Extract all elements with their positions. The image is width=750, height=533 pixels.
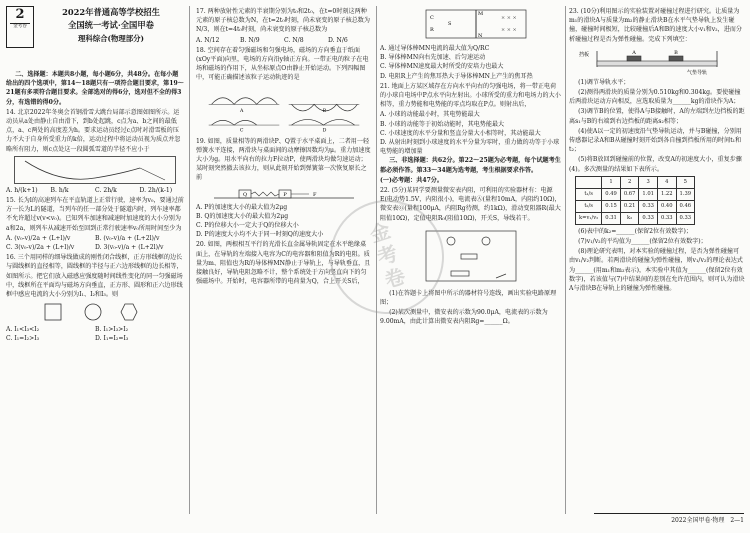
option-d-label: D	[322, 128, 327, 134]
paper-number: 2	[15, 7, 25, 22]
question-15	[6, 196, 184, 252]
paper-tag	[6, 6, 34, 48]
title-line-1: 2022年普通高等学校招生	[62, 7, 160, 17]
option-c: C. 导体棒MN速度最大时所受的安培力也最大	[380, 63, 504, 71]
sub-5: (5)将B放回到碰撞前的位置，改变A的初速度大小，重复步骤(4)。多次测量的结果如下表所示。	[569, 156, 742, 173]
question-18	[196, 46, 372, 135]
column-1	[6, 6, 184, 344]
section-3-instructions: 三、非选择题：共62分。第22～25题为必考题，每个试题考生都必须作答。第33～34题为选考题，考生根据要求作答。	[380, 157, 561, 174]
option-b: B. 小球的动能等于初始动能时，其电势能最大	[380, 120, 505, 128]
question-text: 21. 地面上方某区域存在方向水平向右的匀强电场，将一带正电荷的小球自电场中P点水平向左射出。小球所受的重力和电场力的大小相等，重力势能和电势能的零点均取在P点。则射出后，	[380, 82, 561, 109]
block-q-label: Q	[242, 191, 248, 198]
table-row	[576, 200, 695, 212]
rod-m-label: M	[478, 11, 484, 17]
exam-titles	[38, 6, 184, 45]
question-23	[569, 7, 745, 293]
option-d: D. N/6	[328, 36, 348, 44]
ski-jump-figure	[14, 156, 176, 184]
table-cell: 1	[602, 176, 621, 188]
block-p-label: P	[283, 191, 287, 198]
option-b-label: B	[322, 108, 327, 114]
required-heading: (一)必考题：共47分。	[380, 176, 443, 184]
rail-circuit-figure	[400, 6, 542, 42]
capacitor-label: C	[430, 15, 434, 21]
option-b: B. I₁>I₃>I₂	[95, 326, 129, 334]
baffle-label: 挡板	[579, 51, 590, 58]
question-17	[196, 7, 372, 45]
option-d: D. P的速度大小均不大于同一时刻Q的速度大小	[196, 231, 324, 239]
option-b: B. (v₀-v)/a + (L+2l)/v	[95, 234, 160, 242]
question-text: 23. (10分)利用图示的实验装置对碰撞过程进行研究。让质量为m₁的滑块A与质量为m₂的静止滑块B在水平气垫导轨上发生碰撞，碰撞时间极短，比较碰撞后A和B的速度大小v₁和v₂，进而分析碰撞过程是否为弹性碰撞。完成下列填空：	[569, 8, 742, 43]
option-c: C. P的位移大小一定大于Q的位移大小	[196, 222, 299, 230]
paper-tag-sub: 金考卷	[10, 23, 30, 30]
table-row	[576, 176, 695, 188]
option-a: A. 小球的动能最小时，其电势能最大	[380, 111, 480, 119]
question-text: 14. 北京2022年冬奥会首钢滑雪大跳台局部示意图如图所示。运动员从a处由静止自由滑下，到b处起跳，c点为a、b之间的最低点，a、c两处的高度差为h。要求运动员经过c点时对滑雪板的压力不大于自身所受重力的k倍，运动过程中将运动员视为质点并忽略所有阻力，则c点处这一段圆弧雪道的半径不应小于	[6, 108, 181, 153]
options-17	[196, 36, 372, 45]
option-a: A. h/(k+1)	[6, 186, 38, 194]
options-20	[380, 44, 562, 81]
question-text: 18. 空间存在着匀强磁场和匀强电场，磁场的方向垂直于纸面(xOy平面)向里，电场的方向沿y轴正方向。一带正电的粒子在电场和磁场的作用下，从坐标原点O由静止开始运动。下列四幅图中，可能正确描述该粒子运动轨迹的是	[196, 46, 369, 82]
column-4	[569, 6, 745, 294]
option-d: D. 电阻R上产生的焦耳热大于导体棒MN上产生的焦耳热	[380, 72, 533, 80]
options-16	[6, 325, 184, 343]
block-a-label: A	[632, 49, 636, 56]
results-table	[575, 176, 695, 225]
option-a: A. I₁<I₃<I₂	[6, 326, 40, 334]
table-cell: t₁/s	[576, 188, 602, 200]
table-cell	[576, 176, 602, 188]
air-track-diagram	[577, 47, 737, 75]
question-text: 17. 两种放射性元素的半衰期分别为t₀和2t₀，在t=0时刻这两种元素的原子核总数为N，在t=2t₀时刻，尚未衰变的原子核总数为N/3，则在t=4t₀时刻，尚未衰变的原子核总数为	[196, 8, 370, 34]
table-cell: t₂/s	[576, 200, 602, 212]
trajectory-figures	[204, 85, 364, 135]
column-divider	[565, 6, 566, 514]
option-a: A. P的加速度大小的最大值为2μg	[196, 203, 288, 211]
options-15	[6, 234, 184, 252]
table-cell: 1.01	[639, 188, 658, 200]
option-a: A. (v₀-v)/2a + (L+l)/v	[6, 234, 71, 242]
ski-jump-diagram	[20, 158, 170, 182]
sub-2: (2)测得两滑块的质量分别为0.510kg和0.304kg。要使碰撞后两滑块运动方向相反，应选取质量为______kg的滑块作为A；	[569, 89, 741, 106]
section-2-instructions: 二、选择题：本题共8小题，每小题6分，共48分。在每小题给出的四个选项中，第14～18题只有一项符合题目要求，第19～21题有多项符合题目要求。全部选对的得6分，选对但不全的得3分，有选错的得0分。	[6, 71, 184, 106]
table-cell: 0.67	[620, 188, 639, 200]
rod-n-label: N	[478, 33, 483, 39]
question-text: 16. 三个用同样的细导线做成的刚性闭合线框，正方形线框的边长与圆线框的直径相等，圆线框的半径与正六边形线框的边长相等，如图所示。把它们放入磁感应强度随时间线性变化的同一匀强磁场中，线框所在平面均与磁场方向垂直，正方形、圆形和正六边形线框中感应电流的大小分别为I₁、I₂和I₃。则	[6, 254, 183, 299]
sub-4: (4)使A以一定的初速度沿气垫导轨运动，并与B碰撞，分别用传感器记录A和B从碰撞时刻开始到各自撞到挡板所用的时间t₁和t₂；	[569, 127, 742, 154]
air-track-figure	[577, 46, 737, 76]
table-cell: 0.15	[602, 200, 621, 212]
svg-text:× × ×: × × ×	[501, 27, 517, 33]
table-cell: 0.31	[602, 212, 621, 224]
table-cell: k=v₁/v₂	[576, 212, 602, 224]
option-c: C. I₁=I₂>I₃	[6, 335, 40, 343]
table-cell: 0.33	[676, 212, 695, 224]
question-text: 22. (5分)某同学要测量微安表内阻，可利用的实验器材有：电源E(电动势1.5V，内阻很小)，电流表Ⓐ(量程10mA，内阻约10Ω)，微安表Ⓖ(量程100μA，内阻Rg待测，约1kΩ)，滑动变阻器R(最大阻值10Ω)，定值电阻R₀(阻值10Ω)，开关S，导线若干。	[380, 187, 561, 222]
exam-header	[6, 6, 184, 70]
table-row	[576, 188, 695, 200]
sub-3: (3)调节B的位置，使得A与B接触时，A的左端到左边挡板的距离s₁与B的右端到右边挡板的距离s₂相等；	[569, 108, 745, 125]
option-b: B. 导体棒MN向右先加速、后匀速运动	[380, 54, 486, 62]
question-text: 15. 长为l的高速列车在平直轨道上正常行驶，速率为v₀，要通过前方一长为L的隧道，当列车的任一部分处于隧道内时，列车速率都不允许超过v(v<v₀)。已知列车加速和减速时加速度的大小分别为a和2a，则列车从减速开始至回到正常行驶速率v₀所用时间至少为	[6, 197, 184, 232]
option-d: D. I₁=I₂=I₃	[95, 335, 129, 343]
sub-8: (8)理论研究表明，对本实验的碰撞过程，是否为弹性碰撞可由v₁/v₂判断。若两滑块的碰撞为弹性碰撞，则v₁/v₂的理论表达式为______(用m₁和m₂表示)，本实验中其值为______(保留2位有效数字)，若该值与(7)中结果间的差别在允许范围内，则可认为滑块A与滑块B在导轨上的碰撞为弹性碰撞。	[569, 248, 745, 293]
option-d: D. 2h/(k-1)	[139, 186, 173, 194]
table-cell: 0.33	[639, 200, 658, 212]
table-cell: 0.46	[676, 200, 695, 212]
question-14	[6, 108, 184, 195]
table-cell: 1.39	[676, 188, 695, 200]
option-a-label: A	[239, 108, 244, 114]
table-cell: 0.21	[620, 200, 639, 212]
options-21	[380, 110, 562, 156]
resistor-label: R	[430, 27, 434, 33]
option-c: C. 3(v₀-v)/2a + (L+l)/v	[6, 244, 75, 252]
table-cell: 5	[676, 176, 695, 188]
sub-6: (6)表中的k₂=______(保留2位有效数字)；	[578, 227, 692, 235]
title-line-3: 理科综合(物理部分)	[77, 34, 145, 43]
spring-blocks-figure	[204, 185, 364, 201]
question-16	[6, 253, 184, 343]
table-cell: 3	[639, 176, 658, 188]
table-cell: 0.40	[657, 200, 676, 212]
table-cell: 0.33	[639, 212, 658, 224]
trajectory-diagrams	[204, 86, 364, 134]
option-d: D. 3(v₀-v)/a + (L+2l)/v	[95, 244, 164, 252]
frames-figure	[14, 301, 176, 323]
table-cell: 0.33	[657, 212, 676, 224]
air-track-label: 气垫导轨	[687, 69, 708, 75]
option-c: C. 小球速度的水平分量和竖直分量大小相等时，其动能最大	[380, 129, 541, 137]
option-b: B. Q的加速度大小的最大值为2μg	[196, 212, 289, 220]
option-c: C. 2h/k	[95, 186, 117, 194]
table-cell: 2	[620, 176, 639, 188]
rail-circuit-diagram	[406, 7, 536, 41]
spring-blocks-diagram	[209, 186, 359, 200]
question-text: 20. 如图，两根相互平行的光滑长直金属导轨固定在水平绝缘桌面上，在导轨的左端接入电容为C的电容器和阻值为R的电阻。质量为m、阻值也为R的导体棒MN静止于导轨上，与导轨垂直，且接触良好，导轨电阻忽略不计，整个系统处于方向竖直向下的匀强磁场中。开始时，电容器所带的电荷量为Q，合上开关S后，	[196, 241, 371, 286]
option-c-label: C	[239, 128, 244, 134]
question-21	[380, 82, 562, 157]
question-text: 19. 如图，质量相等的两滑块P、Q置于水平桌面上，二者用一轻弹簧水平连接，两滑块与桌面间的动摩擦因数均为μ。重力加速度大小为g。用水平向右的拉力F拉动P，使两滑块均做匀速运动；某时刻突然撤去该拉力，则从此刻开始到弹簧第一次恢复原长之前	[196, 137, 371, 182]
svg-text:× × ×: × × ×	[501, 15, 517, 21]
title-line-2: 全国统一考试·全国甲卷	[68, 20, 154, 30]
option-a: A. N/12	[196, 36, 220, 44]
table-cell: k₂	[620, 212, 639, 224]
switch-label: S	[448, 21, 452, 27]
sub-question-1: (1)在答题卡上将图中所示的器材符号连线，画出实验电路原理图；	[380, 289, 557, 307]
column-divider	[189, 6, 190, 514]
watermark-seal: 金考卷	[315, 185, 459, 329]
table-cell: 4	[657, 176, 676, 188]
option-d: D. 从射出时刻到小球速度的水平分量为零时，重力做的功等于小球电势能的增加量	[380, 139, 560, 156]
sub-question-2: (2)某次测量中，微安表的示数为90.0μA，电流表的示数为9.00mA，由此计算出微安表内阻Rg=______Ω。	[380, 309, 548, 326]
table-row	[576, 212, 695, 224]
three-frames-diagram	[35, 302, 155, 322]
sub-7: (7)v₁/v₂的平均值为______(保留2位有效数字)；	[578, 238, 707, 246]
option-b: B. N/9	[240, 36, 260, 44]
block-b-label: B	[674, 49, 678, 56]
option-a: A. 通过导体棒MN电流的最大值为Q/RC	[380, 45, 490, 52]
force-f-label: F	[313, 191, 317, 198]
table-cell: 1.22	[657, 188, 676, 200]
table-cell: 0.49	[602, 188, 621, 200]
option-b: B. h/k	[50, 186, 69, 194]
option-c: C. N/8	[284, 36, 304, 44]
options-14	[6, 186, 184, 195]
page-footer: 2022全国甲卷·物理 2—1	[594, 513, 744, 528]
sub-1: (1)调节导轨水平；	[578, 78, 630, 86]
